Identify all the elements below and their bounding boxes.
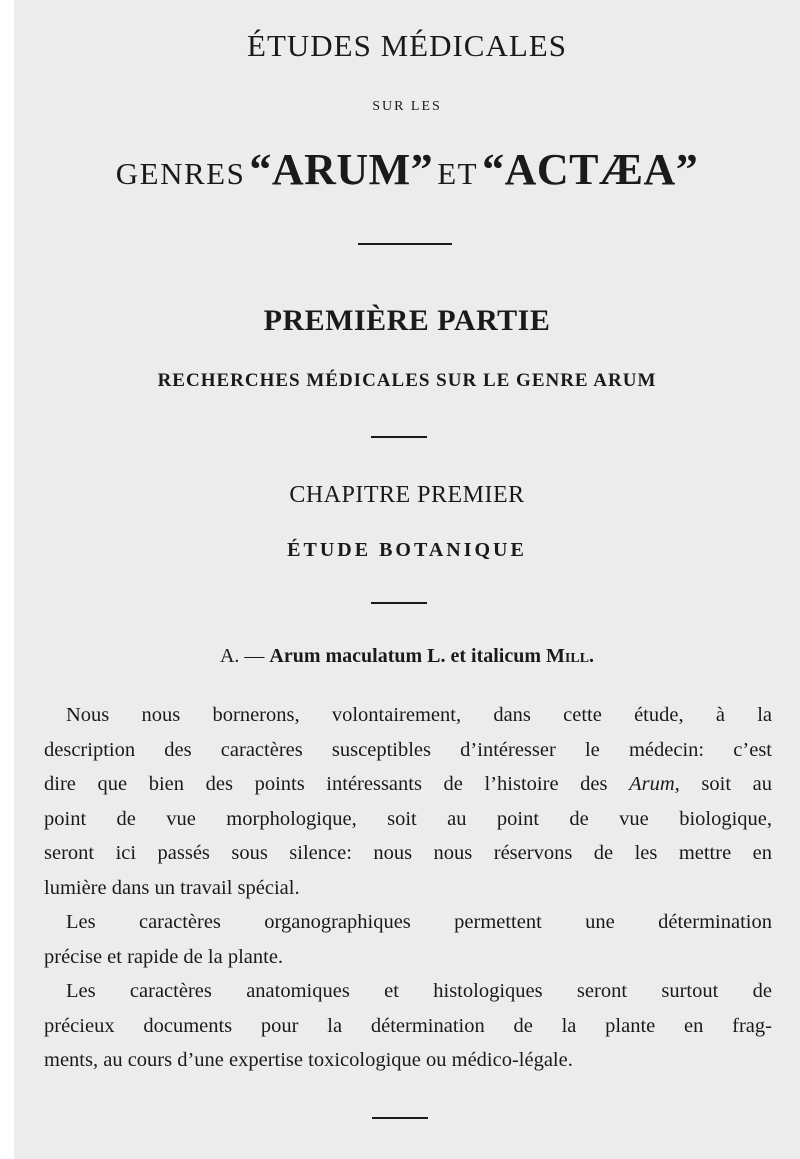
divider-rule <box>371 436 427 438</box>
text-line: point de vue morphologique, soit au point de vue biologique, <box>44 807 772 830</box>
paragraph-2 <box>44 905 772 974</box>
text-fragment: , soit au <box>674 773 773 795</box>
divider-rule <box>358 243 452 245</box>
paragraph-3 <box>44 974 772 1078</box>
chapter-title: CHAPITRE PREMIER <box>289 482 525 508</box>
section-prefix: A. — <box>219 645 265 667</box>
heading-genres <box>14 144 800 195</box>
italic-arum: Arum <box>629 773 675 795</box>
text-line <box>44 767 772 802</box>
divider-rule <box>372 1117 428 1119</box>
part-subtitle: RECHERCHES MÉDICALES SUR LE GENRE ARUM <box>157 370 657 391</box>
text-line: Les caractères organographiques permettent une détermination <box>66 911 772 933</box>
chapter-subtitle: ÉTUDE BOTANIQUE <box>287 539 527 561</box>
part-title: PREMIÈRE PARTIE <box>263 304 551 337</box>
section-heading <box>14 645 800 668</box>
text-line: précise et rapide de la plante. <box>44 945 284 968</box>
text-line: seront ici passés sous silence: nous nous réservons de les mettre en <box>44 842 772 864</box>
heading-sur-les: SUR LES <box>372 99 442 114</box>
heading-actaea: “ACTÆA” <box>482 145 699 194</box>
paragraph-1 <box>44 698 772 905</box>
text-line: précieux documents pour la détermination de la plante en frag- <box>44 1014 772 1037</box>
text-fragment: dire que bien des points intéressants de l’histoire des <box>44 773 608 795</box>
heading-arum: “ARUM” <box>249 145 434 194</box>
text-line: Nous nous bornerons, volontairement, dans cette étude, à la <box>66 704 772 726</box>
heading-genres-word: GENRES <box>115 156 246 191</box>
heading-etudes-medicales: ÉTUDES MÉDICALES <box>247 28 567 63</box>
body-text <box>44 698 772 1078</box>
section-author: Mill. <box>546 645 595 667</box>
text-line: lumière dans un travail spécial. <box>44 876 300 899</box>
section-title: Arum maculatum L. et italicum <box>269 645 542 667</box>
heading-et: ET <box>437 156 479 191</box>
divider-rule <box>371 602 427 604</box>
text-line: Les caractères anatomiques et histologiques seront surtout de <box>66 980 772 1002</box>
text-line: ments, au cours d’une expertise toxicologique ou médico-légale. <box>44 1049 573 1071</box>
text-line: description des caractères susceptibles d’intéresser le médecin: c’est <box>44 738 772 761</box>
